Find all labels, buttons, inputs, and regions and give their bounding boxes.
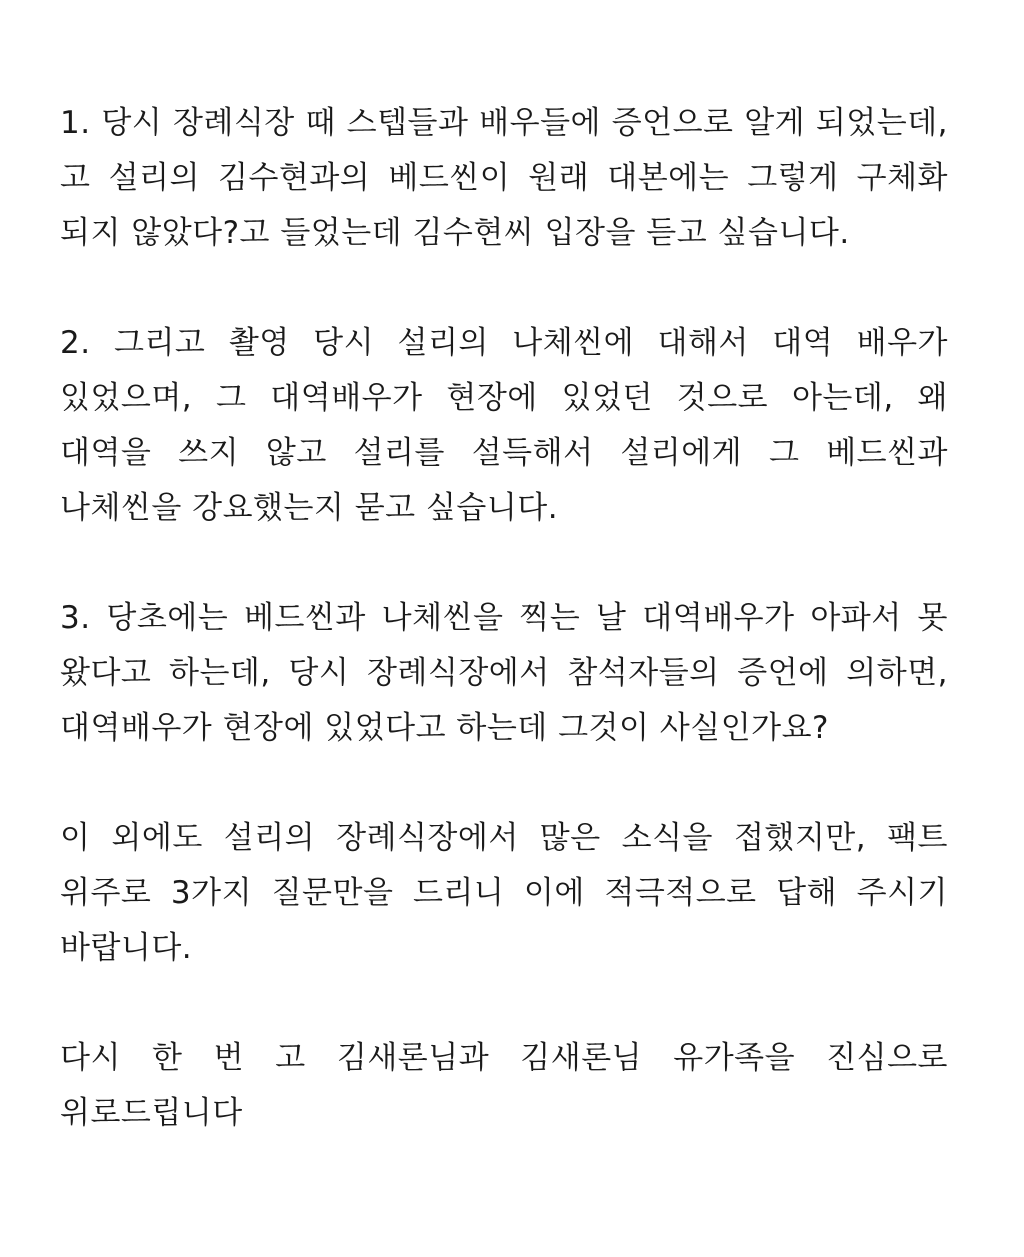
- condolence-paragraph: 다시 한 번 고 김새론님과 김새론님 유가족을 진심으로 위로드립니다: [60, 1040, 948, 1131]
- question-3-paragraph: 3. 당초에는 베드씬과 나체씬을 찍는 날 대역배우가 아파서 못 왔다고 하는데, 당시 장례식장에서 참석자들의 증언에 의하면, 대역배우가 현장에 있었다고 하는데 그것이 사실인가요?: [60, 600, 948, 746]
- closing-request-paragraph: 이 외에도 설리의 장례식장에서 많은 소식을 접했지만, 팩트 위주로 3가지 질문만을 드리니 이에 적극적으로 답해 주시기 바랍니다.: [60, 820, 948, 966]
- document-body: [60, 96, 948, 1141]
- question-1-paragraph: 1. 당시 장례식장 때 스텝들과 배우들에 증언으로 알게 되었는데, 고 설리의 김수현과의 베드씬이 원래 대본에는 그렇게 구체화 되지 않았다?고 들었는데 김수현씨 입장을 듣고 싶습니다.: [60, 105, 948, 251]
- question-2-paragraph: 2. 그리고 촬영 당시 설리의 나체씬에 대해서 대역 배우가 있었으며, 그 대역배우가 현장에 있었던 것으로 아는데, 왜 대역을 쓰지 않고 설리를 설득해서 설리에게 그 베드씬과 나체씬을 강요했는지 묻고 싶습니다.: [60, 325, 948, 526]
